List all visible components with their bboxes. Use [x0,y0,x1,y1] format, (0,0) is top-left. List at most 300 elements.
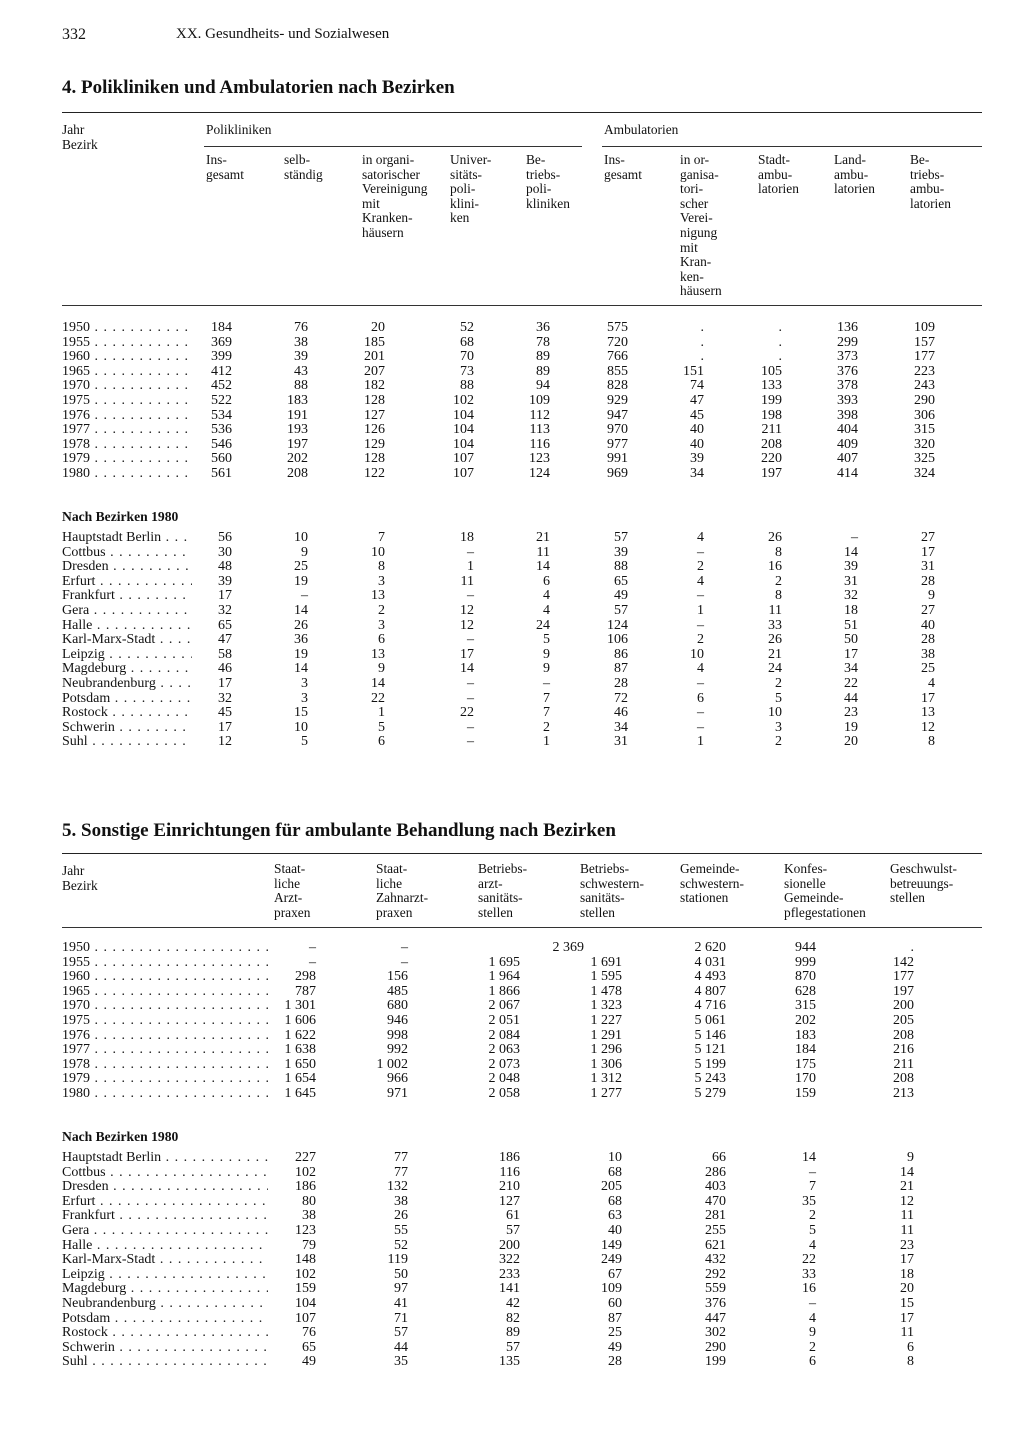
table-cell: 10 [371,544,385,560]
table-cell: 290 [705,1339,726,1355]
table-cell: 199 [761,393,782,408]
table-cell: 193 [287,422,308,438]
table-cell: 18 [460,530,474,545]
table-cell: 34 [844,661,858,677]
table-cell: 198 [761,407,782,423]
table-cell: 30 [218,544,232,560]
table-cell: 123 [295,1223,316,1238]
table-cell: – [851,530,858,545]
table-cell: 113 [529,422,550,438]
table-cell: 34 [690,466,704,481]
table-cell: 8 [775,588,782,604]
row-label: Cottbus . . . [62,1166,268,1181]
table-cell: – [309,940,316,955]
table5-year-row [0,1029,1024,1044]
table-cell: – [697,676,704,691]
table-cell: 5 061 [694,1013,726,1028]
row-label: Erfurt . . . [62,1195,268,1210]
table-cell: 298 [295,969,316,985]
table-cell: 7 [543,705,550,721]
table5-column-header: Gemeinde- schwestern- stationen [680,861,744,906]
table-cell: 2 [775,676,782,691]
table-cell: 170 [795,1071,816,1087]
table-cell: 14 [802,1150,816,1165]
table-cell: 102 [295,1266,316,1282]
table-cell: 1 277 [590,1086,622,1101]
table4-year-row [0,467,1024,482]
table-cell: 31 [921,559,935,575]
table4-year-row [0,452,1024,467]
table-cell: 109 [601,1281,622,1297]
table-cell: 104 [453,407,474,423]
table-cell: 315 [914,422,935,438]
table-cell: 870 [795,969,816,985]
row-label: Schwerin . . . [62,721,192,736]
table5-district-row [0,1326,1024,1341]
table-cell: 32 [844,588,858,604]
table-cell: 211 [893,1056,914,1072]
row-label: Gera . . . [62,604,192,619]
table-cell: 944 [795,940,816,955]
table-cell: 205 [601,1179,622,1195]
row-label: 1979 . . . [62,1072,268,1087]
table-cell: – [809,1164,816,1180]
table4-district-row [0,604,1024,619]
page-header [62,24,962,46]
table5-column-header: Betriebs- schwestern- sanitäts- stellen [580,861,644,920]
table5-year-row [0,1014,1024,1029]
table-cell: 223 [914,363,935,379]
table-cell: 233 [499,1266,520,1282]
table-cell: 9 [907,1150,914,1165]
row-label: Magdeburg . . . [62,662,192,677]
table-cell: 412 [211,363,232,379]
table-cell: 373 [837,349,858,365]
table-cell: 159 [295,1281,316,1297]
table-cell: 2 [775,734,782,750]
row-label: Dresden . . . [62,1180,268,1195]
table-cell: 89 [506,1325,520,1341]
table-cell: 141 [499,1281,520,1297]
table-cell: 414 [837,466,858,481]
table5-top-rule [62,853,982,854]
table-cell: 57 [506,1339,520,1355]
table-cell: 35 [394,1354,408,1370]
table-cell: . [778,320,782,335]
table-cell: 3 [301,690,308,706]
table-cell: 546 [211,436,232,452]
row-label: Neubrandenburg . . . [62,1297,268,1312]
table-cell: 47 [690,393,704,408]
table-cell: – [467,676,474,691]
table-cell: 5 [378,719,385,735]
table-cell: 106 [607,632,628,648]
table-cell: – [697,617,704,633]
table-cell: 17 [900,1252,914,1268]
table4-district-row [0,619,1024,634]
table-cell: 76 [302,1325,316,1341]
table-cell: 8 [775,544,782,560]
table-cell: 15 [900,1296,914,1311]
table-cell: 404 [837,422,858,438]
table-cell: 6 [907,1339,914,1355]
table4-header-rule [62,305,982,306]
row-label: 1970 . . . [62,999,268,1014]
table-cell: 999 [795,954,816,970]
table-cell: 49 [608,1339,622,1355]
table-cell: 45 [218,705,232,721]
table-cell: 946 [387,1013,408,1028]
table-cell: 36 [294,632,308,648]
row-label: 1978 . . . [62,438,192,453]
table-cell: 56 [218,530,232,545]
table4-year-row [0,438,1024,453]
row-label: 1980 . . . [62,467,192,482]
table-cell: 55 [394,1223,408,1238]
table5-district-row [0,1209,1024,1224]
row-label: 1975 . . . [62,394,192,409]
table-cell: 947 [607,407,628,423]
table-cell: – [401,940,408,955]
table-cell: 4 [697,661,704,677]
table-cell: 87 [608,1310,622,1326]
table-cell: 17 [900,1310,914,1326]
table-cell: 1 622 [284,1027,316,1043]
table5-column-header: Geschwulst- betreuungs- stellen [890,861,957,906]
table-cell: 211 [761,422,782,438]
row-label: 1955 . . . [62,336,192,351]
table-cell: 48 [218,559,232,575]
table-cell: 1 306 [590,1056,622,1072]
table-cell: 136 [837,320,858,335]
table-cell: 40 [690,422,704,438]
table4-amb-rule [602,146,982,147]
table-cell: 68 [608,1193,622,1209]
table-cell: 133 [761,378,782,394]
table-cell: 76 [294,320,308,335]
table-cell: 207 [364,363,385,379]
table-cell: 12 [921,719,935,735]
table-cell: 2 058 [488,1086,520,1101]
table-cell: 281 [705,1208,726,1224]
table-cell: 49 [302,1354,316,1370]
table-cell: 10 [768,705,782,721]
table-cell: 197 [287,436,308,452]
table-cell: 47 [218,632,232,648]
table-cell: 27 [921,530,935,545]
table-cell: 680 [387,998,408,1014]
table5-column-header: Staat- liche Arzt- praxen [274,861,311,920]
table4-column-header: Stadt- ambu- latorien [758,152,799,197]
table-cell: 197 [761,466,782,481]
table-cell: 28 [921,573,935,589]
table-cell: 77 [394,1150,408,1165]
row-label: Rostock . . . [62,706,192,721]
table-cell: 2 [809,1339,816,1355]
table-cell: – [309,954,316,970]
table-cell: 1 [543,734,550,750]
table-cell: 26 [768,632,782,648]
table-cell: 11 [900,1208,914,1224]
table-cell: 14 [294,661,308,677]
table-cell: 7 [378,530,385,545]
table5-year-row [0,999,1024,1014]
table-cell: 45 [690,407,704,423]
row-label: Karl-Marx-Stadt . . . [62,633,192,648]
table5-district-row [0,1224,1024,1239]
table-cell: 127 [364,407,385,423]
table-cell: . [700,349,704,365]
table-cell: . [910,940,914,955]
table-cell: 11 [536,544,550,560]
table-cell: 992 [387,1042,408,1058]
table-cell: 369 [211,334,232,350]
table-cell: 57 [394,1325,408,1341]
table-cell: 88 [614,559,628,575]
table-cell: 4 [928,676,935,691]
table-cell: 104 [295,1296,316,1311]
row-label: 1965 . . . [62,985,268,1000]
row-label: Dresden . . . [62,560,192,575]
table-cell: 66 [712,1150,726,1165]
table-cell: 628 [795,983,816,999]
row-label: 1955 . . . [62,956,268,971]
table-cell: 2 [775,573,782,589]
table-cell: 128 [364,451,385,467]
table-cell: 67 [608,1266,622,1282]
table-cell: 11 [900,1325,914,1341]
table-cell: 46 [218,661,232,677]
table4-district-row [0,546,1024,561]
table5-district-row [0,1282,1024,1297]
table-cell: 26 [294,617,308,633]
table-cell: 560 [211,451,232,467]
row-label: Karl-Marx-Stadt . . . [62,1253,268,1268]
table-cell: – [697,705,704,721]
row-label: Hauptstadt Berlin . . . [62,1151,268,1166]
row-label: Magdeburg . . . [62,1282,268,1297]
row-label: Leipzig . . . [62,648,192,663]
table-cell: 9 [543,661,550,677]
table-cell: 9 [928,588,935,604]
table-cell: – [467,690,474,706]
table-cell: 26 [768,530,782,545]
table-cell: 126 [364,422,385,438]
table-cell: 52 [460,320,474,335]
table-cell: 135 [499,1354,520,1370]
table4-district-row [0,560,1024,575]
table5-district-row [0,1297,1024,1312]
table4-district-row [0,648,1024,663]
table-cell: 39 [218,573,232,589]
table-cell: 112 [529,407,550,423]
table-cell: 306 [914,407,935,423]
table-cell: . [700,334,704,350]
table4-group-polikliniken: Polikliniken [206,122,272,137]
row-label: Frankfurt . . . [62,589,192,604]
table-cell: 4 716 [694,998,726,1014]
table-cell: 157 [914,334,935,350]
table-cell: 32 [218,690,232,706]
table-cell: 39 [690,451,704,467]
table-cell: 38 [921,646,935,662]
table-cell: 407 [837,451,858,467]
table-cell: 79 [302,1237,316,1253]
table-cell: 5 279 [694,1086,726,1101]
table-cell: 70 [460,349,474,365]
table-cell: 398 [837,407,858,423]
table-cell: 1 [697,603,704,618]
table-cell: 20 [900,1281,914,1297]
row-label: 1975 . . . [62,1014,268,1029]
table4-district-row [0,735,1024,750]
row-label: Gera . . . [62,1224,268,1239]
table4-district-row [0,662,1024,677]
table-cell: 1 227 [590,1013,622,1028]
table-cell: 39 [844,559,858,575]
table-cell: 1 296 [590,1042,622,1058]
table-cell: 977 [607,436,628,452]
chapter-title: XX. Gesundheits- und Sozialwesen [176,26,390,42]
table-cell: 33 [768,617,782,633]
table-cell: – [809,1296,816,1311]
table-cell: 40 [608,1223,622,1238]
table4-district-row [0,531,1024,546]
table-cell: 9 [378,661,385,677]
table5-district-row [0,1268,1024,1283]
table-cell: 534 [211,407,232,423]
row-label: 1977 . . . [62,423,192,438]
table-cell: 148 [295,1252,316,1268]
table-cell: 393 [837,393,858,408]
table-cell: 25 [294,559,308,575]
table-cell: 202 [795,1013,816,1028]
table-cell: 399 [211,349,232,365]
table-cell: 17 [921,690,935,706]
table-cell: 87 [614,661,628,677]
table-cell: 10 [690,646,704,662]
table-cell: 31 [614,734,628,750]
table-cell: 183 [795,1027,816,1043]
table-cell: 191 [287,407,308,423]
table-cell: 200 [499,1237,520,1253]
table-cell: 720 [607,334,628,350]
row-label: 1976 . . . [62,1029,268,1044]
table-cell: 68 [608,1164,622,1180]
table-cell: 559 [705,1281,726,1297]
table-cell: 11 [900,1223,914,1238]
row-label: Hauptstadt Berlin . . . [62,531,192,546]
table5-year-row [0,1087,1024,1102]
table-cell: . [778,349,782,365]
table-cell: 11 [768,603,782,618]
table-cell: 766 [607,349,628,365]
row-label: Rostock . . . [62,1326,268,1341]
table-cell: 10 [294,530,308,545]
table-cell: 46 [614,705,628,721]
table-cell: 63 [608,1208,622,1224]
page-number: 332 [62,26,86,43]
table-cell: 28 [614,676,628,691]
table-cell: 116 [499,1164,520,1180]
table-cell: 991 [607,451,628,467]
table-cell: 21 [768,646,782,662]
table-cell: 74 [690,378,704,394]
table-cell: 175 [795,1056,816,1072]
table-cell: 21 [536,530,550,545]
table-cell: 6 [543,573,550,589]
row-label: 1950 . . . [62,321,192,336]
table-cell: 7 [543,690,550,706]
table-cell: 2 084 [488,1027,520,1043]
table4-year-row [0,336,1024,351]
table-cell: 292 [705,1266,726,1282]
table4-column-header: Univer- sitäts- poli- klini- ken [450,152,492,226]
table4-column-header: in or- ganisa- tori- scher Verei- nigung mit Kran- ken- häusern [680,152,722,299]
table-cell: 2 620 [694,940,726,955]
table-cell: 132 [387,1179,408,1195]
table-cell: 28 [608,1354,622,1370]
table-cell: 213 [893,1086,914,1101]
table-cell: 177 [914,349,935,365]
table-cell: 13 [921,705,935,721]
table-cell: 1 645 [284,1086,316,1101]
table-cell: 57 [614,530,628,545]
table-cell: 7 [809,1179,816,1195]
table-cell: 1 654 [284,1071,316,1087]
table-cell: 68 [460,334,474,350]
table-cell: 123 [529,451,550,467]
table-cell: 8 [907,1354,914,1370]
table5-district-row [0,1180,1024,1195]
table-cell: 302 [705,1325,726,1341]
table-cell: 210 [499,1179,520,1195]
table-cell: 432 [705,1252,726,1268]
table-cell: 966 [387,1071,408,1087]
table-cell: 208 [893,1071,914,1087]
table-cell: 19 [844,719,858,735]
table-cell: – [467,719,474,735]
table-cell: 12 [218,734,232,750]
table-cell: 104 [453,436,474,452]
row-label: Frankfurt . . . [62,1209,268,1224]
row-label: Erfurt . . . [62,575,192,590]
table-cell: 10 [608,1150,622,1165]
table4-district-row [0,706,1024,721]
table-cell: 22 [460,705,474,721]
table-cell: 20 [371,320,385,335]
table-cell: 61 [506,1208,520,1224]
table-cell: 34 [614,719,628,735]
row-label: 1950 . . . [62,941,268,956]
table-cell: 22 [844,676,858,691]
table4-district-heading: Nach Bezirken 1980 [62,509,179,524]
table-cell: 17 [218,588,232,604]
table-cell: 89 [536,349,550,365]
row-label: Suhl . . . [62,1355,268,1370]
table5-header-rule [62,927,982,928]
table-cell: 1 695 [488,954,520,970]
table-cell: 971 [387,1086,408,1101]
table-cell: 2 073 [488,1056,520,1072]
table-cell: 182 [364,378,385,394]
table-cell: 5 [809,1223,816,1238]
table4-district-row [0,633,1024,648]
table-cell: 1 291 [590,1027,622,1043]
table-cell: 4 [809,1237,816,1253]
table-cell: 14 [536,559,550,575]
table4-year-row [0,365,1024,380]
